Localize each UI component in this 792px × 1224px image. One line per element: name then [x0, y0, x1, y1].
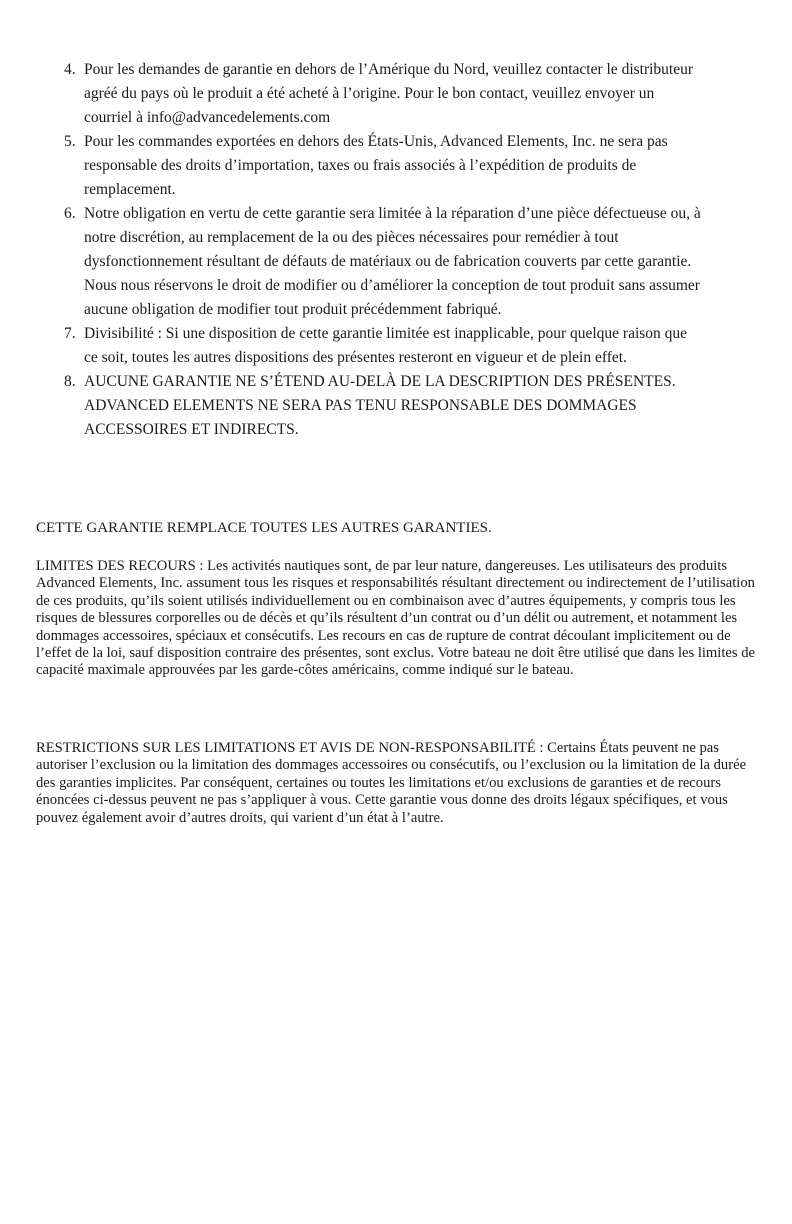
- list-item-number: 8.: [64, 373, 76, 390]
- limits-of-remedies-paragraph: LIMITES DES RECOURS : Les activités nautiques sont, de par leur nature, dangereuses. Les utilisateurs des produits Advanced Elements, Inc. assument tous les risques et responsabilités résultant directement ou indirectement de l’utilisation de ces produits, qu’ils soient utilisés individuellement ou en combinaison avec d’autres équipements, y compris tous les risques de blessures corporelles ou de décès et qu’ils résultent d’un contrat ou d’un délit ou autrement, et notamment les dommages accessoires, spéciaux et consécutifs. Les recours en cas de rupture de contrat découlant implicitement ou de l’effet de la loi, sauf disposition contraire des présentes, sont exclus. Votre bateau ne doit être utilisé que dans les limites de capacité maximale approuvées par les garde-côtes américains, comme indiqué sur le bateau.: [36, 558, 755, 679]
- list-item-number: 4.: [64, 61, 76, 78]
- warranty-terms-list: [64, 58, 704, 442]
- list-item: [64, 130, 704, 202]
- list-item-number: 7.: [64, 325, 76, 342]
- list-item-number: 5.: [64, 133, 76, 150]
- list-item-number: 6.: [64, 205, 76, 222]
- list-item: [64, 370, 704, 442]
- warranty-replaces-statement: CETTE GARANTIE REMPLACE TOUTES LES AUTRES GARANTIES.: [36, 520, 492, 536]
- list-item-text: AUCUNE GARANTIE NE S’ÉTEND AU-DELÀ DE LA DESCRIPTION DES PRÉSENTES. ADVANCED ELEMENTS NE SERA PAS TENU RESPONSABLE DES DOMMAGES ACCESSOIRES ET INDIRECTS.: [84, 373, 676, 438]
- list-item-text: Pour les demandes de garantie en dehors de l’Amérique du Nord, veuillez contacter le distributeur agréé du pays où le produit a été acheté à l’origine. Pour le bon contact, veuillez envoyer un courriel à info@advancedelements.com: [84, 61, 694, 126]
- list-item: [64, 322, 704, 370]
- list-item: [64, 202, 704, 322]
- list-item-text: Pour les commandes exportées en dehors des États-Unis, Advanced Elements, Inc. ne sera pas responsable des droits d’importation, taxes ou frais associés à l’expédition de produits de remplacement.: [84, 133, 668, 198]
- list-item-text: Divisibilité : Si une disposition de cette garantie limitée est inapplicable, pour quelque raison que ce soit, toutes les autres dispositions des présentes resteront en vigueur et de plein effet.: [84, 325, 688, 366]
- restrictions-paragraph: RESTRICTIONS SUR LES LIMITATIONS ET AVIS DE NON-RESPONSABILITÉ : Certains États peuvent ne pas autoriser l’exclusion ou la limitation des dommages accessoires ou consécutifs, ou l’exclusion ou la limitation de la durée des garanties implicites. Par conséquent, certaines ou toutes les limitations et/ou exclusions de garanties et de recours énoncées ci-dessus peuvent ne pas s’appliquer à vous. Cette garantie vous donne des droits légaux spécifiques, et vous pouvez également avoir d’autres droits, qui varient d’un état à l’autre.: [36, 740, 747, 826]
- list-item: [64, 58, 704, 130]
- list-item-text: Notre obligation en vertu de cette garantie sera limitée à la réparation d’une pièce défectueuse ou, à notre discrétion, au remplacement de la ou des pièces nécessaires pour remédier à tout dysfonctionnement résultant de défauts de matériaux ou de fabrication couverts par cette garantie. Nous nous réservons le droit de modifier ou d’améliorer la conception de tout produit sans assumer aucune obligation de modifier tout produit précédemment fabriqué.: [84, 205, 701, 318]
